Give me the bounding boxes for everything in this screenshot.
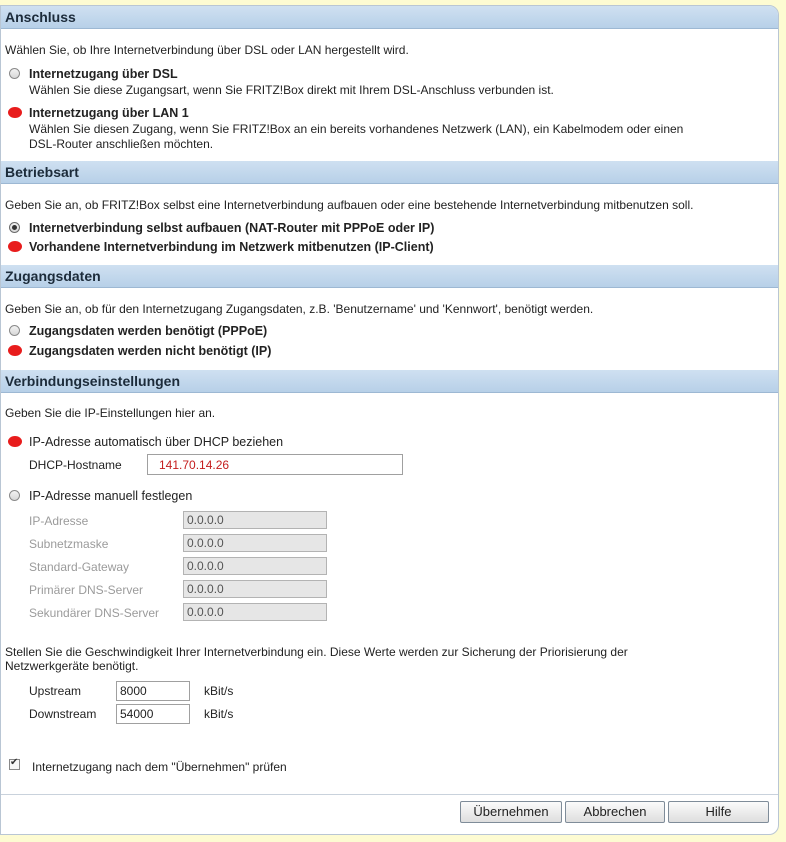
radio-dhcp-selected[interactable] (8, 436, 22, 447)
section-header-zugangsdaten: Zugangsdaten (1, 265, 778, 288)
anschluss-intro: Wählen Sie, ob Ihre Internetverbindung über DSL oder LAN hergestellt wird. (5, 43, 409, 57)
radio-lan-label: Internetzugang über LAN 1 (29, 106, 189, 120)
gateway-label: Standard-Gateway (29, 560, 130, 574)
secondary-dns-label: Sekundärer DNS-Server (29, 606, 160, 620)
zugangsdaten-intro: Geben Sie an, ob für den Internetzugang Zugangsdaten, z.B. 'Benutzername' und 'Kennwort', benötigt werden. (5, 302, 594, 316)
radio-ip-label: Zugangsdaten werden nicht benötigt (IP) (29, 344, 272, 358)
dhcp-hostname-input[interactable] (147, 454, 403, 475)
radio-pppoe[interactable] (9, 325, 20, 336)
verbindung-intro: Geben Sie die IP-Einstellungen hier an. (5, 406, 216, 420)
section-header-anschluss: Anschluss (1, 6, 778, 29)
radio-dhcp-label: IP-Adresse automatisch über DHCP beziehen (29, 435, 284, 449)
downstream-unit: kBit/s (204, 707, 234, 721)
upstream-label: Upstream (29, 684, 82, 698)
radio-lan-desc-line1: Wählen Sie diesen Zugang, wenn Sie FRITZ!Box an ein bereits vorhandenes Netzwerk (LAN), ein Kabelmodem oder einen (29, 122, 684, 136)
radio-nat-router-label: Internetverbindung selbst aufbauen (NAT-Router mit PPPoE oder IP) (29, 221, 435, 235)
radio-manual-ip-label: IP-Adresse manuell festlegen (29, 489, 193, 503)
upstream-input[interactable] (116, 681, 190, 701)
cancel-button[interactable]: Abbrechen (565, 801, 665, 823)
radio-pppoe-label: Zugangsdaten werden benötigt (PPPoE) (29, 324, 268, 338)
subnet-mask-label: Subnetzmaske (29, 537, 109, 551)
section-header-betriebsart: Betriebsart (1, 161, 778, 184)
radio-ip-client-label: Vorhandene Internetverbindung im Netzwerk mitbenutzen (IP-Client) (29, 240, 434, 254)
speed-intro-line2: Netzwerkgeräte benötigt. (5, 659, 139, 673)
speed-intro-line1: Stellen Sie die Geschwindigkeit Ihrer Internetverbindung ein. Diese Werte werden zur Sicherung der Priorisierung der (5, 645, 628, 659)
upstream-unit: kBit/s (204, 684, 234, 698)
ip-address-input[interactable] (183, 511, 327, 529)
radio-ip-client-selected[interactable] (8, 241, 22, 252)
radio-dsl-desc: Wählen Sie diese Zugangsart, wenn Sie FRITZ!Box direkt mit Ihrem DSL-Anschluss verbunden ist. (29, 83, 554, 97)
downstream-label: Downstream (29, 707, 97, 721)
subnet-mask-input[interactable] (183, 534, 327, 552)
betriebsart-intro: Geben Sie an, ob FRITZ!Box selbst eine Internetverbindung aufbauen oder eine bestehende Internetverbindung mitbenutzen soll. (5, 198, 694, 212)
radio-ip-selected[interactable] (8, 345, 22, 356)
section-header-verbindung: Verbindungseinstellungen (1, 370, 778, 393)
radio-lan-selected[interactable] (8, 107, 22, 118)
radio-manual-ip[interactable] (9, 490, 20, 501)
apply-button[interactable]: Übernehmen (460, 801, 562, 823)
check-internet-label: Internetzugang nach dem "Übernehmen" prüfen (32, 760, 287, 774)
gateway-input[interactable] (183, 557, 327, 575)
settings-panel (0, 5, 779, 835)
check-internet-checkbox[interactable] (9, 759, 20, 770)
help-button[interactable]: Hilfe (668, 801, 769, 823)
downstream-input[interactable] (116, 704, 190, 724)
footer-divider (1, 794, 778, 795)
primary-dns-label: Primärer DNS-Server (29, 583, 144, 597)
dhcp-hostname-label: DHCP-Hostname (29, 458, 122, 472)
secondary-dns-input[interactable] (183, 603, 327, 621)
radio-dsl[interactable] (9, 68, 20, 79)
primary-dns-input[interactable] (183, 580, 327, 598)
ip-address-label: IP-Adresse (29, 514, 89, 528)
radio-lan-desc-line2: DSL-Router anschließen möchten. (29, 137, 214, 151)
radio-nat-router[interactable] (9, 222, 20, 233)
radio-dsl-label: Internetzugang über DSL (29, 67, 178, 81)
